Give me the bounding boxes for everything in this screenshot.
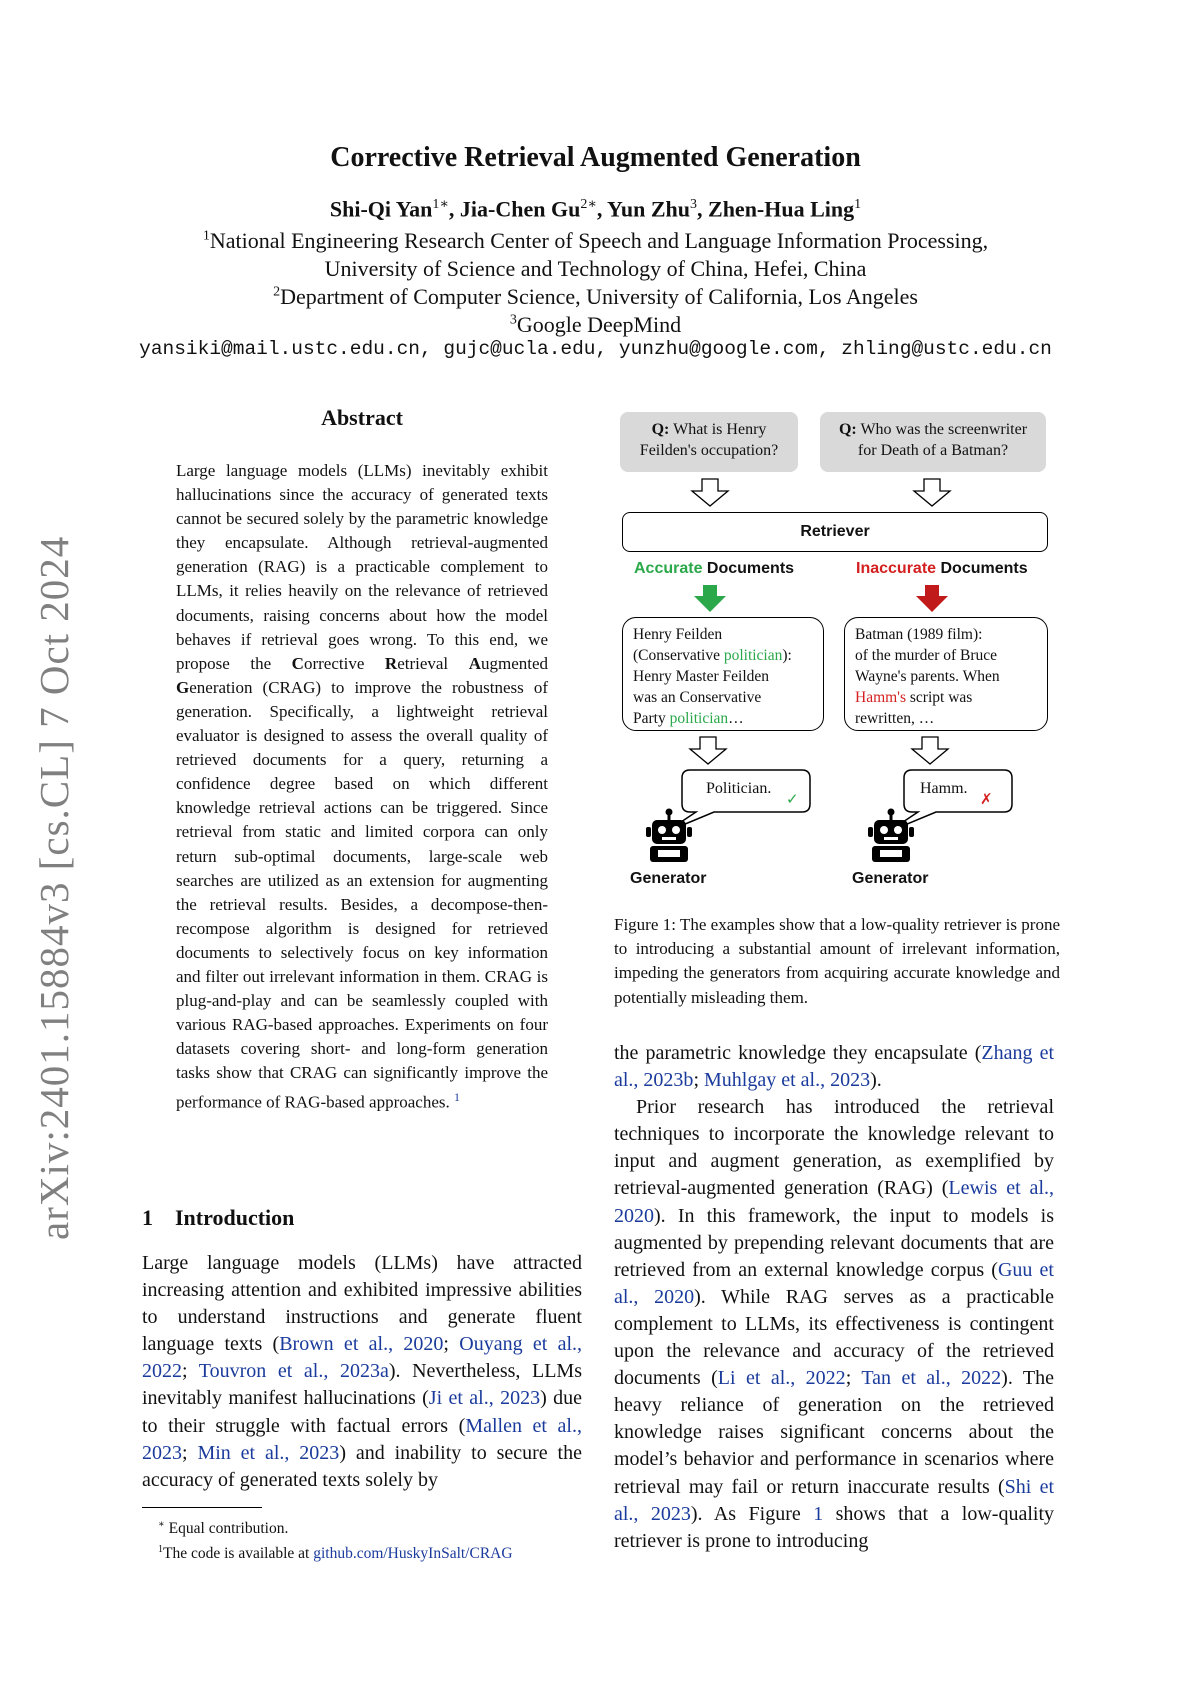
author-sup: 1: [854, 197, 862, 212]
robot-icon: [644, 808, 694, 866]
document-text: script was: [906, 689, 973, 706]
affiliation-sup: 3: [509, 312, 517, 328]
document-text: (Conservative: [633, 647, 724, 664]
citation-link[interactable]: Li et al., 2022: [717, 1367, 846, 1390]
footnote-link[interactable]: 1: [454, 1090, 461, 1105]
footnote-equal-contribution: [142, 1514, 602, 1539]
highlighted-term: politician: [669, 710, 729, 727]
footnote-text: Equal contribution.: [168, 1520, 289, 1538]
body-text: ). In this framework, the input to models is augmented by prepending relevant documents that are retrieved from an external knowledge corpus (: [614, 1204, 1054, 1281]
author-name: Zhen-Hua Ling: [708, 196, 855, 222]
document-text: …: [728, 710, 744, 727]
document-text: ):: [782, 647, 792, 664]
affiliation-line: [0, 228, 1191, 254]
author-name: Shi-Qi Yan: [329, 196, 433, 222]
citation-link[interactable]: Brown et al., 2020: [279, 1333, 444, 1356]
abstract-text: ugmented: [480, 653, 549, 673]
red-down-arrow-icon: [914, 584, 950, 614]
abstract-text: orrective: [303, 653, 385, 673]
citation-link[interactable]: Min et al., 2023: [197, 1441, 340, 1464]
affiliation-text: Google DeepMind: [516, 312, 682, 337]
citation-link[interactable]: Lewis et al., 2020: [614, 1177, 1054, 1227]
abstract-text: eneration (CRAG) to improve the robustness of generation. Specifically, a lightweight retrieval evaluator is designed to assess the overall quality of retrieved documents for a query, returning a confidence degree based on which different knowledge retrieval actions can be triggered. Since retrieval from static and limited corpora can only return sub-optimal documents, large-scale web searches are utilized as an extension for augmenting the retrieval results. Besides, a decompose-then-recompose algorithm is designed for retrieved documents to selectively focus on key information and filter out irrelevant information in them. CRAG is plug-and-play and can be seamlessly coupled with various RAG-based approaches. Experiments on four datasets covering short- and long-form generation tasks show that CRAG can significantly improve the performance of RAG-based approaches.: [176, 677, 548, 1113]
green-down-arrow-icon: [692, 584, 728, 614]
check-icon: ✓: [786, 792, 799, 808]
body-text: Prior research has introduced the retrieval techniques to incorporate the knowledge relevant to input and augment generation, as exemplified by retrieval-augmented generation (RAG) (: [614, 1096, 1054, 1200]
affiliation-text: University of Science and Technology of China, Hefei, China: [324, 256, 867, 281]
affiliation-sup: 2: [273, 284, 281, 300]
accurate-documents-label: [634, 560, 794, 578]
question-text: What is Henry: [669, 421, 767, 438]
citation-link[interactable]: Muhlgay et al., 2023: [704, 1069, 871, 1092]
body-text: ;: [845, 1367, 862, 1390]
author-name: Jia-Chen Gu: [459, 196, 581, 222]
citation-link[interactable]: Guu et al., 2020: [614, 1258, 1054, 1308]
generator-label: Generator: [852, 870, 929, 887]
document-text: Party: [633, 710, 670, 727]
author-list: Shi-Qi Yan$^{1∗}$, Jia-Chen $Gu^{2∗}$, Yun Zhu$^3$, Zhen-Hua Ling$^1$: [329, 196, 862, 222]
body-text: ) due to their struggle with factual errors (: [142, 1387, 582, 1437]
down-arrow-icon: [690, 478, 730, 508]
citation-link[interactable]: Shi et al., 2023: [614, 1475, 1054, 1525]
generator-label: Generator: [630, 870, 707, 887]
abstract-body: [176, 459, 548, 1115]
body-text: ;: [693, 1069, 704, 1092]
citation-link[interactable]: Zhang et al., 2023b: [614, 1042, 1055, 1092]
accurate-word: Accurate: [634, 560, 703, 577]
down-arrow-icon: [910, 736, 950, 766]
body-text: ). While RAG serves as a practicable complement to LLMs, its effectiveness is contingent upon the relevance and accuracy of the retrieved documents (: [614, 1285, 1054, 1390]
documents-word: Documents: [702, 560, 795, 577]
footnote-divider: [142, 1507, 262, 1508]
citation-link[interactable]: Ouyang et al., 2022: [142, 1333, 583, 1383]
footnotes: [142, 1514, 602, 1564]
paper-title: Corrective Retrieval Augmented Generation: [330, 142, 861, 173]
code-repository-link[interactable]: github.com/HuskyInSalt/CRAG: [313, 1545, 513, 1563]
body-text: shows that a low-quality retriever is prone to introducing: [614, 1502, 1055, 1552]
figure-caption: Figure 1: The examples show that a low-quality retriever is prone to introducing a substantial amount of irrelevant information, impeding the generators from acquiring accurate knowledge and potentially misleading them.: [614, 915, 1060, 1007]
citation-link[interactable]: Ji et al., 2023: [428, 1387, 541, 1410]
affiliation-text: Department of Computer Science, University of California, Los Angeles: [280, 284, 918, 309]
question-box-1: [620, 412, 798, 472]
question-label: Q:: [651, 421, 670, 438]
abstract-heading: Abstract: [321, 405, 403, 430]
affiliation-line: [0, 284, 1191, 310]
body-text: ;: [182, 1441, 198, 1464]
documents-word: Documents: [936, 560, 1028, 577]
inaccurate-word: Inaccurate: [856, 560, 937, 577]
affiliation-line: [0, 256, 1191, 282]
inaccurate-documents-label: [856, 560, 1028, 578]
body-text: Large language models (LLMs) have attracted increasing attention and exhibited impressive abilities to understand instructions and generate fluent language texts (: [142, 1252, 582, 1356]
question-text: for Death of a Batman?: [857, 442, 1009, 459]
document-text: Batman (1989 film):: [855, 626, 983, 643]
robot-icon: [866, 808, 916, 866]
answer-hamm: Hamm.: [920, 780, 968, 797]
body-text: ). The heavy reliance of generation on the retrieved knowledge raises significant concerns about the model’s behavior and performance in scenarios where retrieval may fail or return inaccurate results (: [614, 1367, 1054, 1498]
document-text: rewritten, …: [855, 710, 935, 727]
cross-icon: ✗: [980, 792, 993, 808]
body-text: the parametric knowledge they encapsulate (: [614, 1042, 982, 1064]
author-name: Yun Zhu: [607, 196, 691, 222]
figure-reference-link[interactable]: 1: [813, 1502, 824, 1525]
introduction-paragraph: [142, 1250, 582, 1494]
body-text: ) and inability to secure the accuracy of generated texts solely by: [142, 1441, 582, 1491]
highlighted-term: Hamm's: [855, 689, 907, 706]
down-arrow-icon: [912, 478, 952, 508]
document-text: Henry Master Feilden: [633, 668, 770, 685]
document-text: was an Conservative: [633, 689, 762, 706]
abstract-text: etrieval: [397, 653, 469, 673]
body-text: ).: [870, 1069, 882, 1092]
question-text: Feilden's occupation?: [639, 442, 779, 459]
arxiv-identifier-stamp: arXiv:2401.15884v3 [cs.CL] 7 Oct 2024: [31, 535, 77, 1240]
author-sup: 1∗: [432, 197, 449, 212]
section-heading-introduction: [142, 1205, 294, 1231]
crag-letter: C: [291, 653, 304, 673]
retriever-box: Retriever: [622, 512, 1048, 552]
answer-politician: Politician.: [706, 780, 772, 797]
abstract-text: Large language models (LLMs) inevitably exhibit hallucinations since the accuracy of generated texts cannot be secured solely by the parametric knowledge they encapsulate. Although retrieval-augmented generation (RAG) is a practicable complement to LLMs, it relies heavily on the relevance of retrieved documents, raising concerns about how the model behaves if retrieval goes wrong. To this end, we propose the: [176, 461, 548, 673]
affiliation-sup: 1: [202, 228, 210, 244]
citation-link[interactable]: Tan et al., 2022: [861, 1367, 1002, 1390]
footnote-mark: 1: [158, 1544, 163, 1556]
document-text: Wayne's parents. When: [855, 668, 1000, 685]
body-text: ;: [443, 1333, 460, 1356]
body-text: ). As Figure: [690, 1502, 814, 1525]
question-text: Who was the screenwriter: [856, 421, 1028, 438]
affiliation-text: National Engineering Research Center of Speech and Language Information Processing,: [209, 228, 989, 253]
accurate-document-box: [622, 617, 824, 731]
footnote-mark: ∗: [158, 1519, 165, 1530]
section-title: Introduction: [175, 1205, 295, 1230]
author-sup: 2∗: [580, 197, 597, 212]
author-sup: 3: [690, 197, 698, 212]
question-label: Q:: [838, 421, 857, 438]
down-arrow-icon: [688, 736, 728, 766]
right-column-body: [614, 1040, 1054, 1555]
footnote-text: The code is available at: [163, 1545, 314, 1563]
inaccurate-document-box: [844, 617, 1048, 731]
document-text: of the murder of Bruce: [855, 647, 998, 664]
question-box-2: [820, 412, 1046, 472]
figure-1: [614, 404, 1064, 889]
crag-letter: R: [384, 653, 398, 673]
highlighted-term: politician: [723, 647, 783, 664]
document-text: Henry Feilden: [633, 626, 723, 643]
author-emails: yansiki@mail.ustc.edu.cn, gujc@ucla.edu, yunzhu@google.com, zhling@ustc.edu.cn: [139, 338, 1052, 360]
section-number: 1: [142, 1205, 153, 1230]
body-text: ;: [182, 1360, 199, 1383]
crag-letter: G: [176, 677, 190, 697]
citation-link[interactable]: Mallen et al., 2023: [142, 1414, 582, 1464]
crag-letter: A: [468, 653, 481, 673]
affiliation-line: [0, 312, 1191, 338]
body-text: ). Nevertheless, LLMs inevitably manifest hallucinations (: [142, 1360, 582, 1410]
footnote-code: [142, 1539, 602, 1564]
citation-link[interactable]: Touvron et al., 2023a: [198, 1360, 389, 1383]
